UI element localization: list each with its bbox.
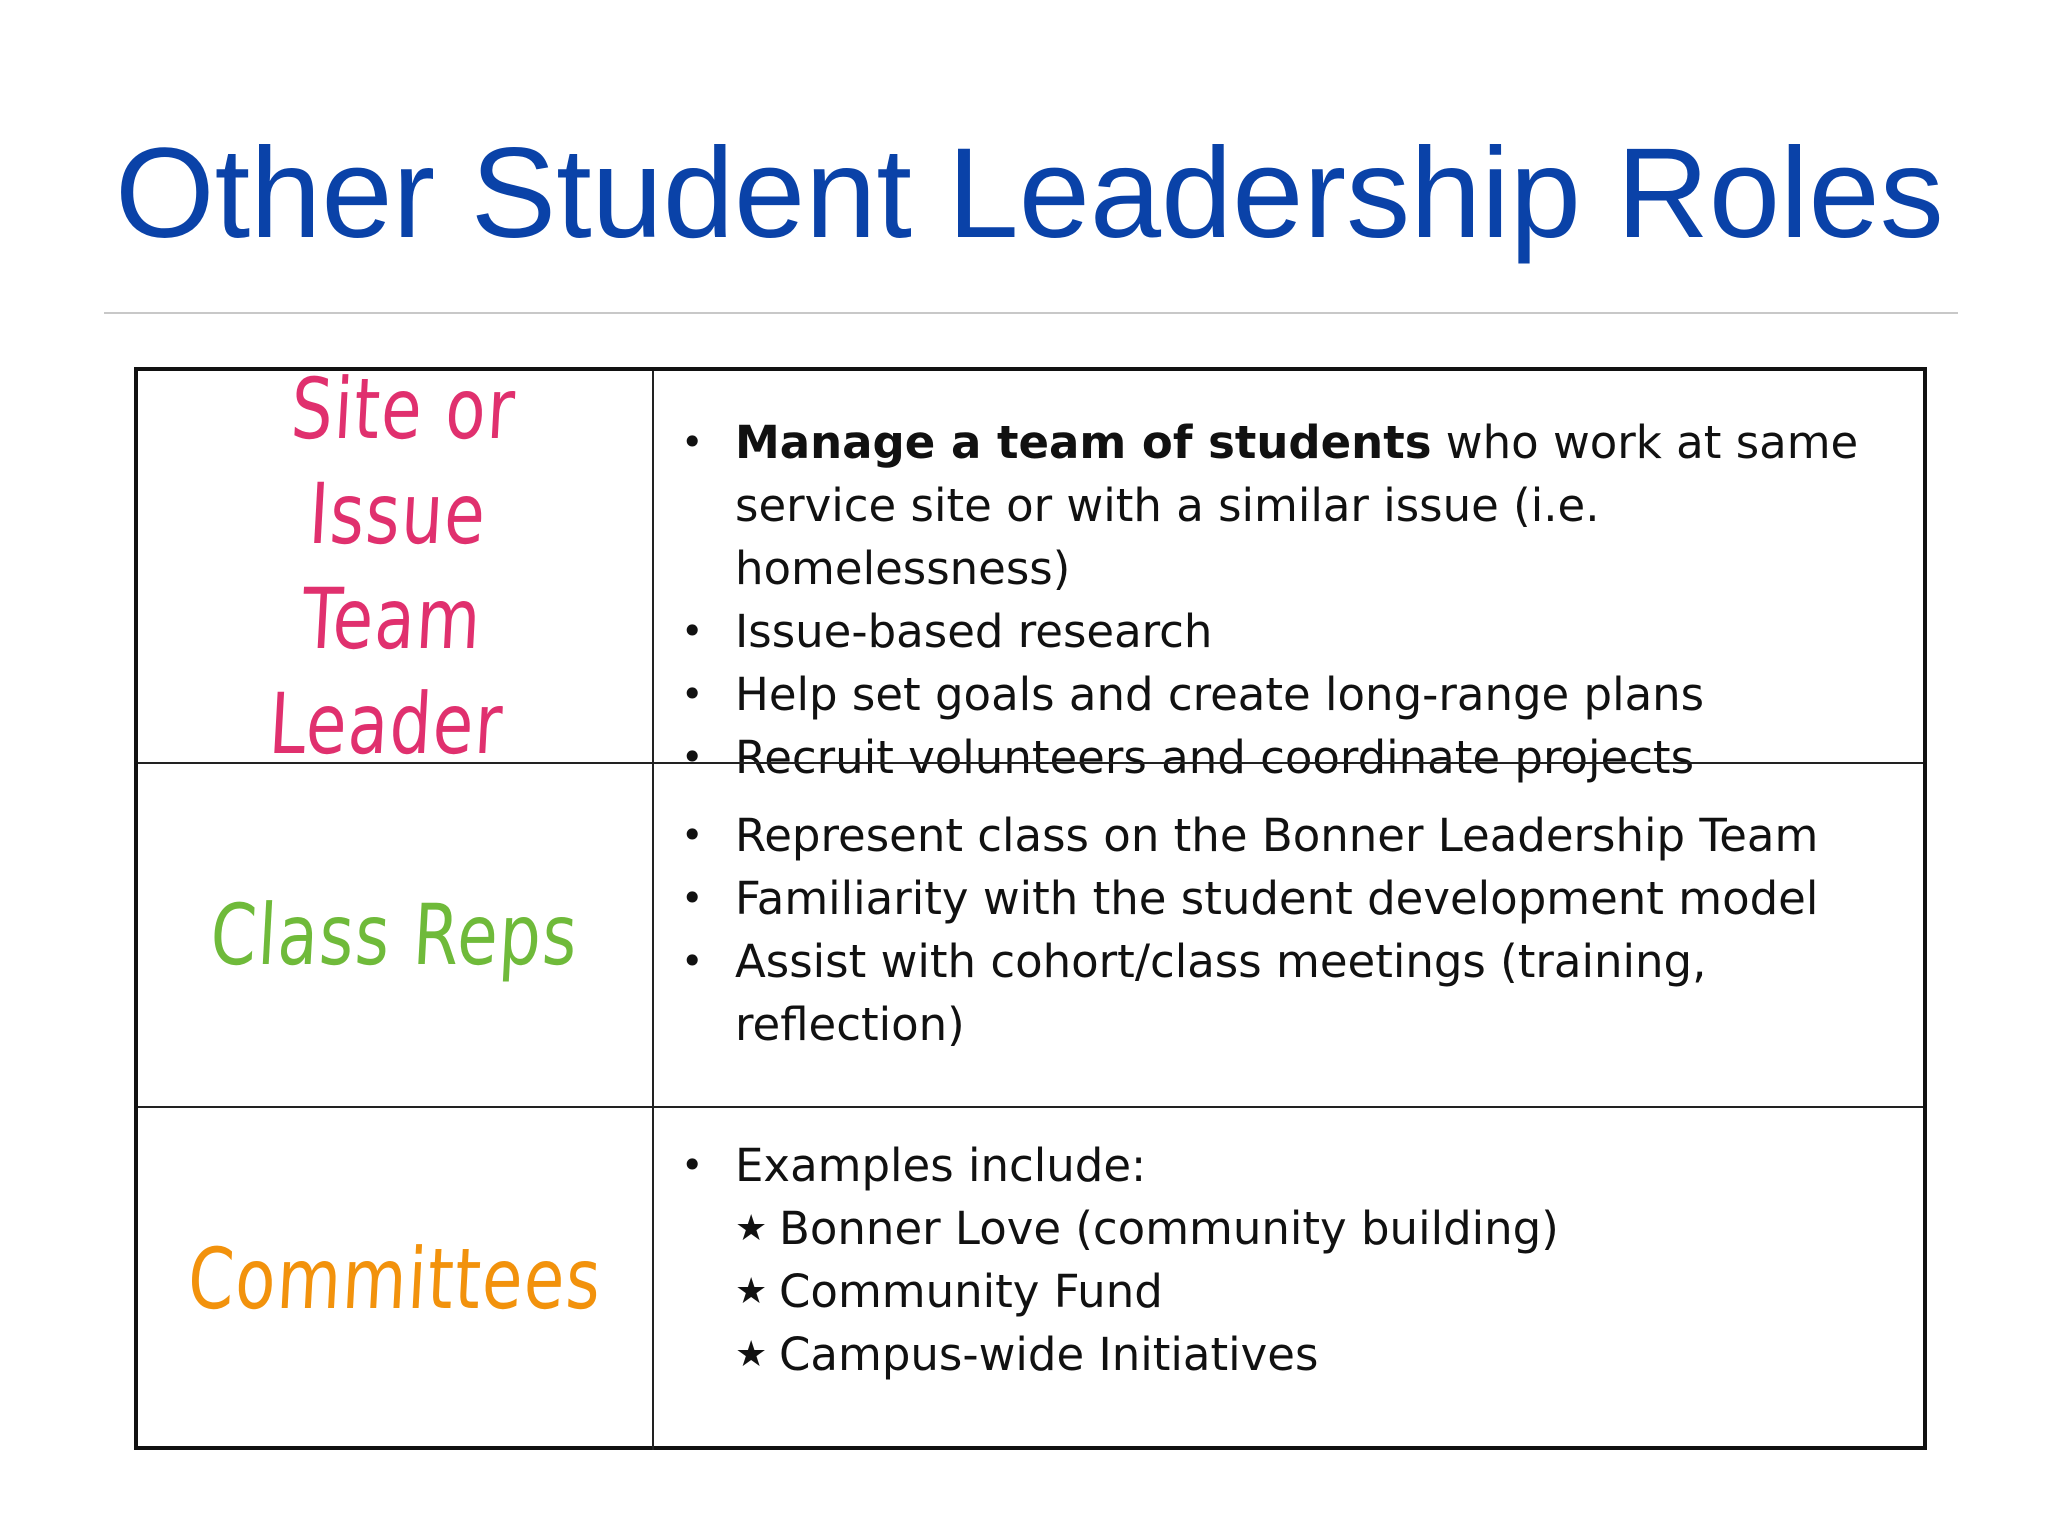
list-item bbox=[678, 867, 1903, 930]
list-item bbox=[735, 1260, 1903, 1323]
bullet-text: Examples include: bbox=[735, 1139, 1147, 1192]
role-name-site-issue-team-leader: Site or Issue Team Leader bbox=[266, 359, 519, 773]
role-description bbox=[654, 371, 1923, 784]
list-item bbox=[678, 1134, 1903, 1386]
bullet-icon: • bbox=[681, 939, 704, 983]
bullet-text: Represent class on the Bonner Leadership Team bbox=[735, 809, 1819, 862]
bullet-list bbox=[678, 804, 1903, 1056]
bullet-icon: • bbox=[681, 1143, 704, 1187]
bullet-text: Issue-based research bbox=[735, 605, 1213, 658]
star-icon: ★ bbox=[735, 1208, 768, 1249]
table-row bbox=[138, 1106, 1923, 1450]
page-title: Other Student Leadership Roles bbox=[115, 122, 1944, 265]
examples-list bbox=[735, 1197, 1903, 1386]
bullet-icon: • bbox=[681, 735, 704, 779]
role-cell bbox=[138, 764, 652, 1106]
list-item bbox=[735, 1197, 1903, 1260]
role-name-committees: Committees bbox=[185, 1229, 605, 1328]
bullet-icon: • bbox=[681, 420, 704, 464]
bullet-text-bold: Manage a team of students bbox=[735, 416, 1432, 469]
bullet-icon: • bbox=[681, 672, 704, 716]
bullet-text: Help set goals and create long-range plans bbox=[735, 668, 1705, 721]
role-cell bbox=[138, 359, 652, 773]
roles-table bbox=[134, 359, 1927, 1450]
star-icon: ★ bbox=[735, 1334, 768, 1375]
bullet-icon: • bbox=[681, 813, 704, 857]
table-row bbox=[138, 359, 1923, 784]
role-cell bbox=[138, 1108, 652, 1450]
title-divider bbox=[104, 312, 1958, 314]
bullet-list bbox=[678, 411, 1903, 789]
bullet-text: who work at same service site or with a similar issue (i.e. homelessness) bbox=[735, 416, 1859, 595]
list-item bbox=[678, 930, 1903, 1056]
bullet-text: Familiarity with the student development model bbox=[735, 872, 1819, 925]
list-item bbox=[678, 411, 1903, 600]
example-text: Community Fund bbox=[779, 1265, 1163, 1318]
bullet-list bbox=[678, 1134, 1903, 1386]
list-item bbox=[678, 804, 1903, 867]
bullet-icon: • bbox=[681, 876, 704, 920]
list-item bbox=[678, 600, 1903, 663]
role-name-class-reps: Class Reps bbox=[208, 885, 582, 984]
bullet-text: Recruit volunteers and coordinate projects bbox=[735, 731, 1695, 784]
example-text: Campus-wide Initiatives bbox=[779, 1328, 1319, 1381]
list-item bbox=[678, 663, 1903, 726]
bullet-text: Assist with cohort/class meetings (training, reflection) bbox=[735, 935, 1707, 1051]
list-item bbox=[735, 1323, 1903, 1386]
bullet-icon: • bbox=[681, 609, 704, 653]
star-icon: ★ bbox=[735, 1271, 768, 1312]
role-description bbox=[654, 1108, 1923, 1450]
role-description bbox=[654, 764, 1923, 1106]
table-row bbox=[138, 762, 1923, 1106]
example-text: Bonner Love (community building) bbox=[779, 1202, 1559, 1255]
